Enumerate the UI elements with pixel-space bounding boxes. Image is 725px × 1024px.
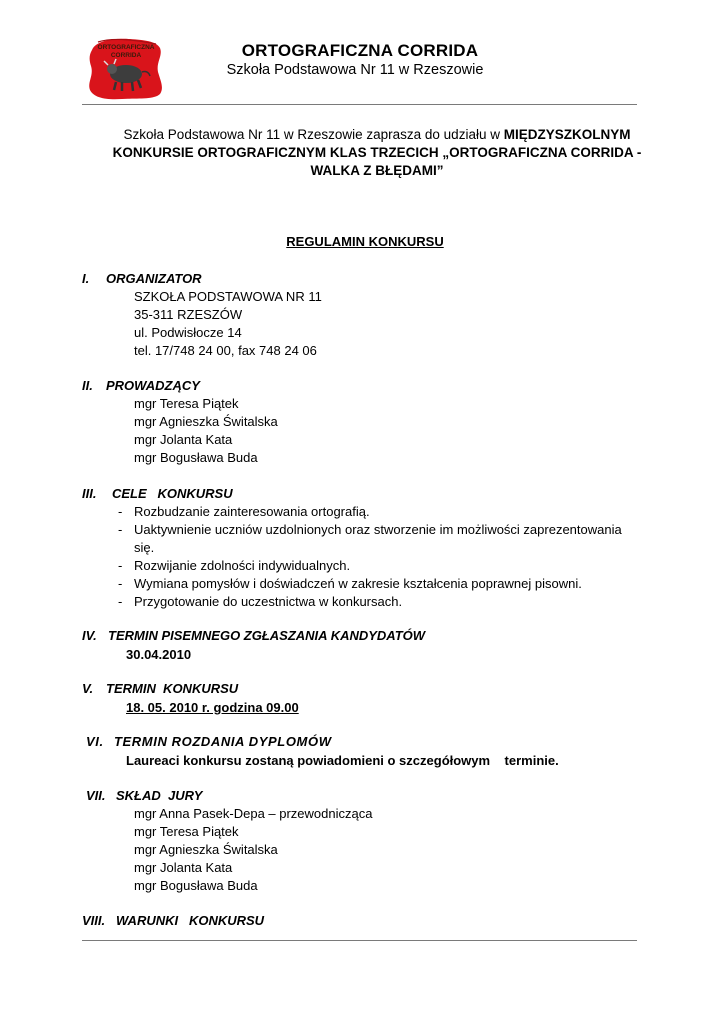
- header-divider: [82, 104, 637, 105]
- section-hosts-heading: [82, 378, 200, 393]
- jury-member: mgr Teresa Piątek: [134, 824, 239, 839]
- section-title: WARUNKI KONKURSU: [116, 913, 265, 928]
- page-subtitle: Szkoła Podstawowa Nr 11 w Rzeszowie: [226, 62, 484, 78]
- section-title: TERMIN ROZDANIA DYPLOMÓW: [114, 734, 332, 749]
- section-number: III.: [82, 486, 97, 501]
- section-number: VIII.: [82, 913, 106, 928]
- section-title: PROWADZĄCY: [106, 378, 200, 393]
- diplomas-info: Laureaci konkursu zostaną powiadomieni o szczegółowym terminie.: [126, 753, 559, 768]
- bull-logo-icon: [86, 36, 166, 102]
- svg-text:ORTOGRAFICZNA: ORTOGRAFICZNA: [97, 44, 155, 51]
- list-item: [118, 521, 638, 557]
- intro-paragraph: [82, 126, 672, 180]
- intro-line2: KONKURSIE ORTOGRAFICZNYM KLAS TRZECICH „ORTOGRAFICZNA CORRIDA -: [112, 145, 642, 160]
- goal-text: Rozbudzanie zainteresowania ortografią.: [134, 504, 370, 519]
- section-title: CELE KONKURSU: [112, 486, 233, 501]
- section-goals-heading: [82, 486, 233, 501]
- rules-heading: REGULAMIN KONKURSU: [286, 234, 444, 249]
- goal-text: Przygotowanie do uczestnictwa w konkursach.: [134, 594, 403, 609]
- section-diplomas-heading: [86, 734, 332, 749]
- section-title: TERMIN PISEMNEGO ZGŁASZANIA KANDYDATÓW: [108, 628, 426, 643]
- section-number: I.: [82, 271, 90, 286]
- organizer-line: 35-311 RZESZÓW: [134, 307, 243, 322]
- section-number: VII.: [86, 788, 106, 803]
- host-name: mgr Bogusława Buda: [134, 450, 258, 465]
- section-title: SKŁAD JURY: [116, 788, 203, 803]
- section-number: IV.: [82, 628, 97, 643]
- goal-text: Uaktywnienie uczniów uzdolnionych oraz stworzenie im możliwości zaprezentowania się.: [134, 522, 622, 555]
- bullet-dash: -: [118, 576, 123, 591]
- goals-list: [118, 503, 638, 611]
- section-number: VI.: [86, 734, 104, 749]
- registration-deadline: 30.04.2010: [126, 647, 192, 662]
- list-item: [118, 557, 638, 575]
- footer-divider: [82, 940, 637, 941]
- host-name: mgr Jolanta Kata: [134, 432, 233, 447]
- section-organizer-heading: [82, 271, 202, 286]
- hosts-list: [134, 395, 278, 467]
- jury-list: [134, 805, 372, 895]
- bullet-dash: -: [118, 558, 123, 573]
- section-number: V.: [82, 681, 94, 696]
- bullet-dash: -: [118, 594, 123, 609]
- section-registration-heading: [82, 628, 425, 643]
- intro-line3: WALKA Z BŁĘDAMI”: [310, 163, 444, 178]
- host-name: mgr Teresa Piątek: [134, 396, 239, 411]
- host-name: mgr Agnieszka Świtalska: [134, 414, 278, 429]
- section-title: TERMIN KONKURSU: [106, 681, 239, 696]
- contest-date: 18. 05. 2010 r. godzina 09.00: [126, 700, 299, 715]
- list-item: [118, 503, 638, 521]
- organizer-line: ul. Podwisłocze 14: [134, 325, 242, 340]
- contest-logo: [86, 36, 166, 102]
- section-conditions-heading: [82, 913, 264, 928]
- jury-member: mgr Anna Pasek-Depa – przewodnicząca: [134, 806, 373, 821]
- bullet-dash: -: [118, 522, 123, 537]
- jury-member: mgr Agnieszka Świtalska: [134, 842, 278, 857]
- intro-line1-text: Szkoła Podstawowa Nr 11 w Rzeszowie zaprasza do udziału w: [123, 127, 504, 142]
- list-item: [118, 575, 638, 593]
- svg-text:CORRIDA: CORRIDA: [110, 52, 142, 59]
- section-title: ORGANIZATOR: [106, 271, 202, 286]
- section-number: II.: [82, 378, 93, 393]
- section-contest-date-heading: [82, 681, 238, 696]
- goal-text: Wymiana pomysłów i doświadczeń w zakresie kształcenia poprawnej pisowni.: [134, 576, 582, 591]
- list-item: [118, 593, 638, 611]
- jury-member: mgr Bogusława Buda: [134, 878, 258, 893]
- organizer-details: [134, 288, 322, 360]
- jury-member: mgr Jolanta Kata: [134, 860, 233, 875]
- goal-text: Rozwijanie zdolności indywidualnych.: [134, 558, 351, 573]
- bullet-dash: -: [118, 504, 123, 519]
- organizer-line: tel. 17/748 24 00, fax 748 24 06: [134, 343, 317, 358]
- organizer-line: SZKOŁA PODSTAWOWA NR 11: [134, 289, 322, 304]
- intro-line1-bold: MIĘDZYSZKOLNYM: [503, 127, 631, 142]
- page-title: ORTOGRAFICZNA CORRIDA: [241, 41, 479, 60]
- section-jury-heading: [86, 788, 202, 803]
